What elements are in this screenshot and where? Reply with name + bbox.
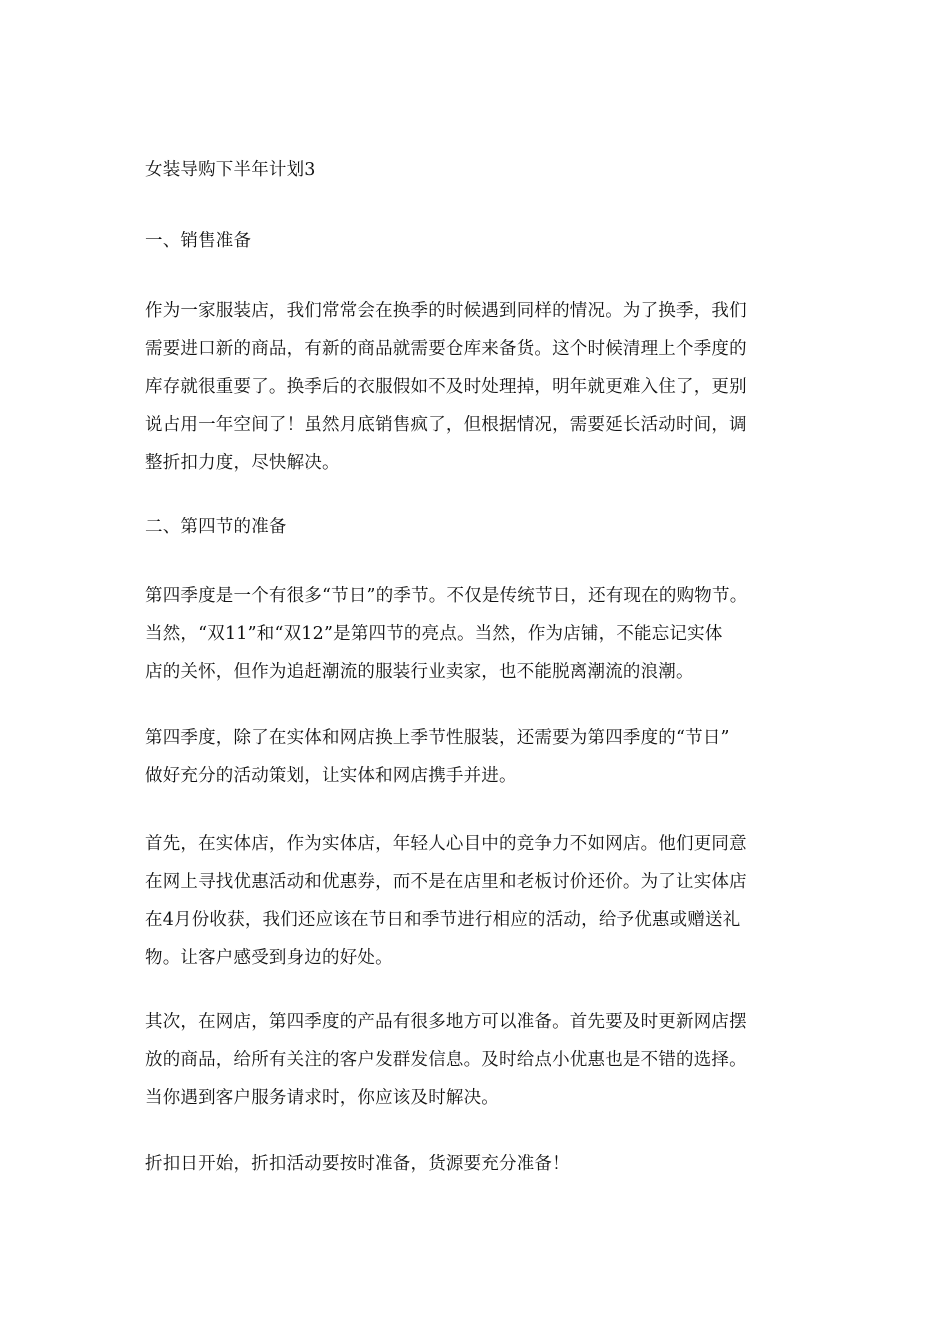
paragraph-q4-festivals <box>145 577 805 691</box>
paragraph-season-change <box>145 292 805 482</box>
paragraph-line: 当你遇到客户服务请求时，你应该及时解决。 <box>145 1088 499 1108</box>
paragraph-line: 做好充分的活动策划，让实体和网店携手并进。 <box>145 766 517 786</box>
paragraph-line: 在网上寻找优惠活动和优惠券，而不是在店里和老板讨价还价。为了让实体店 <box>145 872 747 892</box>
paragraph-q4-planning <box>145 719 805 795</box>
paragraph-line: 第四季度是一个有很多“节日”的季节。不仅是传统节日，还有现在的购物节。 <box>145 586 748 606</box>
paragraph-line: 第四季度，除了在实体和网店换上季节性服装，还需要为第四季度的“节日” <box>145 728 730 748</box>
paragraph-line: 作为一家服装店，我们常常会在换季的时候遇到同样的情况。为了换季，我们 <box>145 301 747 321</box>
paragraph-physical-store <box>145 825 805 977</box>
paragraph-line: 整折扣力度，尽快解决。 <box>145 453 340 473</box>
paragraph-discount-day <box>145 1145 805 1183</box>
paragraph-line: 首先，在实体店，作为实体店，年轻人心目中的竞争力不如网店。他们更同意 <box>145 834 747 854</box>
paragraph-line: 店的关怀，但作为追赶潮流的服装行业卖家，也不能脱离潮流的浪潮。 <box>145 662 694 682</box>
section-heading-sales-prep <box>145 222 805 260</box>
paragraph-line: 物。让客户感受到身边的好处。 <box>145 948 393 968</box>
title-text: 女装导购下半年计划3 <box>145 160 316 180</box>
paragraph-line: 折扣日开始，折扣活动要按时准备，货源要充分准备！ <box>145 1154 570 1174</box>
paragraph-line: 在4月份收获，我们还应该在节日和季节进行相应的活动，给予优惠或赠送礼 <box>145 910 741 930</box>
paragraph-line: 需要进口新的商品，有新的商品就需要仓库来备货。这个时候清理上个季度的 <box>145 339 747 359</box>
paragraph-line: 其次，在网店，第四季度的产品有很多地方可以准备。首先要及时更新网店摆 <box>145 1012 747 1032</box>
paragraph-line: 当然，“双11”和“双12”是第四节的亮点。当然，作为店铺，不能忘记实体 <box>145 624 723 644</box>
paragraph-line: 放的商品，给所有关注的客户发群发信息。及时给点小优惠也是不错的选择。 <box>145 1050 747 1070</box>
section-heading-q4-prep <box>145 508 805 546</box>
document-title <box>145 151 805 189</box>
paragraph-online-store <box>145 1003 805 1117</box>
section1-heading-text: 一、销售准备 <box>145 231 252 251</box>
paragraph-line: 库存就很重要了。换季后的衣服假如不及时处理掉，明年就更难入住了，更别 <box>145 377 747 397</box>
section2-heading-text: 二、第四节的准备 <box>145 517 287 537</box>
paragraph-line: 说占用一年空间了！虽然月底销售疯了，但根据情况，需要延长活动时间，调 <box>145 415 747 435</box>
